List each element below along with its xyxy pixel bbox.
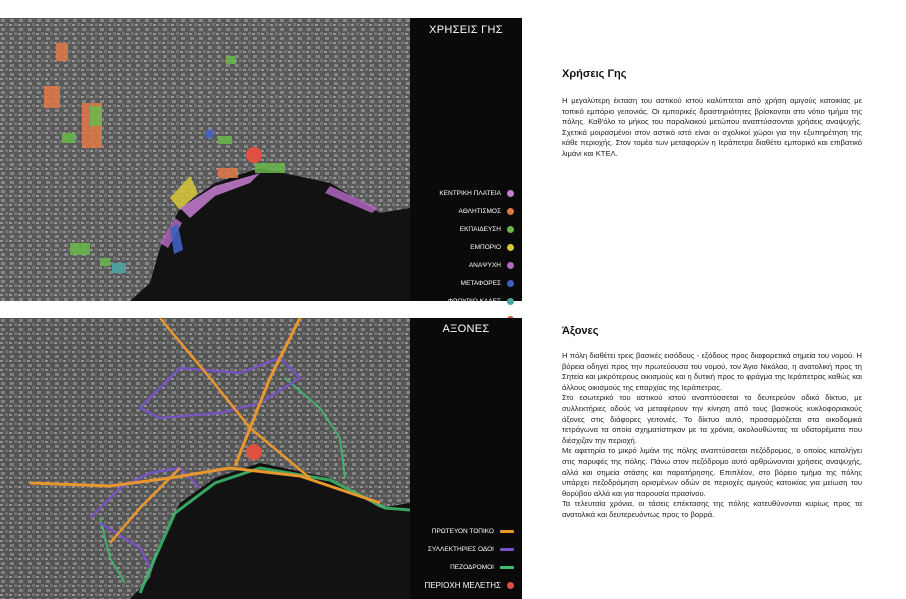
- legend-line-icon: [500, 548, 514, 551]
- legend-dot-icon: [507, 208, 514, 215]
- legend-item-study-area: [402, 576, 522, 594]
- legend-label: ΑΘΛΗΤΙΣΜΟΣ: [458, 207, 501, 215]
- legend-item-pedestrian: [402, 558, 522, 576]
- legend-item-primary-local: [402, 522, 522, 540]
- axes-body: Η πόλη διαθέτει τρεις βασικές εισόδους - εξόδους προς διαφορετικά σημεία του νομού. Η βόρεια οδηγεί προς την πρωτεύουσα του νομού, τον Άγιο Νικόλαο, η ανατολική προς τη Σητεία και μικρότερους οικισμούς και η δυτική προς το φράγμα της Ιεράπετρας καθώς και άλλους οικισμούς της επαρχίας της Ιεράπετρας. Στο εσωτερικό του αστικού ιστού αναπτύσσεται το δευτερεύον οδικό δίκτυο, με συλλεκτήριες οδούς να μεταφέρουν την κίνηση από τους βασικούς κυκλοφοριακούς άξονες στις διάφορες γειτονιές. Το δίκτυο αυτό, προσαρμόζεται στα οικοδομικά τετράγωνα τα οποία σχηματίστηκαν με τα χρόνια, ακολουθώντας τα υδατορέματα που διέσχιζαν την περιοχή. Με αφετηρία το μικρό λιμάνι της πόλης αναπτύσσεται πεζόδρομος, ο οποίος καταλήγει στις παρυφές της πόλης. Πάνω στον πεζόδρομο αυτό αρθρώνονται χρήσεις αναψυχής, αλλά και σημεία στάσης και παρατήρησης. Επιπλέον, στο βόρειο τμήμα της πόλης υπάρχει πεζοδρόμηση ορισμένων οδών σε περιοχές αμιγούς κατοικίας για μείωση του θορύβου αλλά και για παρουσία πρασίνου. Τα τελευταία χρόνια, οι τάσεις επέκτασης της πόλης κατευθύνονται κυρίως προς τα ανατολικά και δευτερευόντως προς το βορρά.: [562, 351, 862, 519]
- legend-dot-icon: [507, 244, 514, 251]
- legend-item-fortress: [402, 292, 522, 310]
- legend-label: ΕΚΠΑΙΔΕΥΣΗ: [459, 225, 501, 233]
- legend-item-sports: [402, 202, 522, 220]
- land-use-legend: [402, 184, 522, 328]
- legend-item-education: [402, 220, 522, 238]
- legend-dot-icon: [507, 280, 514, 287]
- legend-item-commerce: [402, 238, 522, 256]
- legend-label: ΚΕΝΤΡΙΚΗ ΠΛΑΤΕΙΑ: [439, 189, 501, 197]
- legend-item-central-square: [402, 184, 522, 202]
- land-use-map-title: ΧΡΗΣΕΙΣ ΓΗΣ: [429, 24, 503, 36]
- legend-label: ΕΜΠΟΡΙΟ: [470, 243, 501, 251]
- axes-text: [562, 325, 862, 521]
- legend-label: ΠΕΖΟΔΡΟΜΟΙ: [450, 563, 494, 571]
- legend-label: ΠΕΡΙΟΧΗ ΜΕΛΕΤΗΣ: [424, 580, 501, 590]
- legend-dot-icon: [507, 190, 514, 197]
- axes-heading: Άξονες: [562, 325, 599, 337]
- legend-label: ΜΕΤΑΦΟΡΕΣ: [460, 279, 501, 287]
- axes-map: [0, 318, 522, 599]
- legend-dot-icon: [507, 298, 514, 305]
- axes-legend: [402, 522, 522, 594]
- legend-line-icon: [500, 530, 514, 533]
- legend-label: ΣΥΛΛΕΚΤΗΡΙΕΣ ΟΔΟΙ: [427, 545, 494, 553]
- land-use-text: [562, 68, 862, 160]
- legend-dot-icon: [507, 582, 514, 589]
- legend-dot-icon: [507, 262, 514, 269]
- legend-line-icon: [500, 566, 514, 569]
- legend-item-recreation: [402, 256, 522, 274]
- axes-map-title: ΑΞΟΝΕΣ: [442, 323, 490, 335]
- legend-label: ΦΡΟΥΡΙΟ ΚΑΛΕΣ: [447, 297, 501, 305]
- legend-item-transport: [402, 274, 522, 292]
- legend-item-collector-roads: [402, 540, 522, 558]
- land-use-body: Η μεγαλύτερη έκταση του αστικού ιστού καλύπτεται από χρήση αμιγούς κατοικίας με τοπικό εμπόριο γειτονιάς. Οι εμπορικές δραστηριότητες βρίσκονται στο νότιο τμήμα της πόλης. Καθ'όλο το μήκος του παραλιακού μετώπου αναπτύσσονται χρήσεις αναψυχής. Σχετικά μοιρασμένοι στον αστικό ιστό είναι οι σχολικοί χώροι για την εξυπηρέτηση της κάθε περιοχής. Στον τομέα των μεταφορών η Ιεράπετρα διαθέτει εμπορικό και επιβατικό λιμάνι και ΚΤΕΛ.: [562, 96, 862, 158]
- legend-label: ΑΝΑΨΥΧΗ: [468, 261, 501, 269]
- legend-label: ΠΡΩΤΕΥΟΝ ΤΟΠΙΚΟ: [431, 527, 494, 535]
- legend-dot-icon: [507, 226, 514, 233]
- land-use-heading: Χρήσεις Γης: [562, 68, 627, 80]
- land-use-map: [0, 18, 522, 305]
